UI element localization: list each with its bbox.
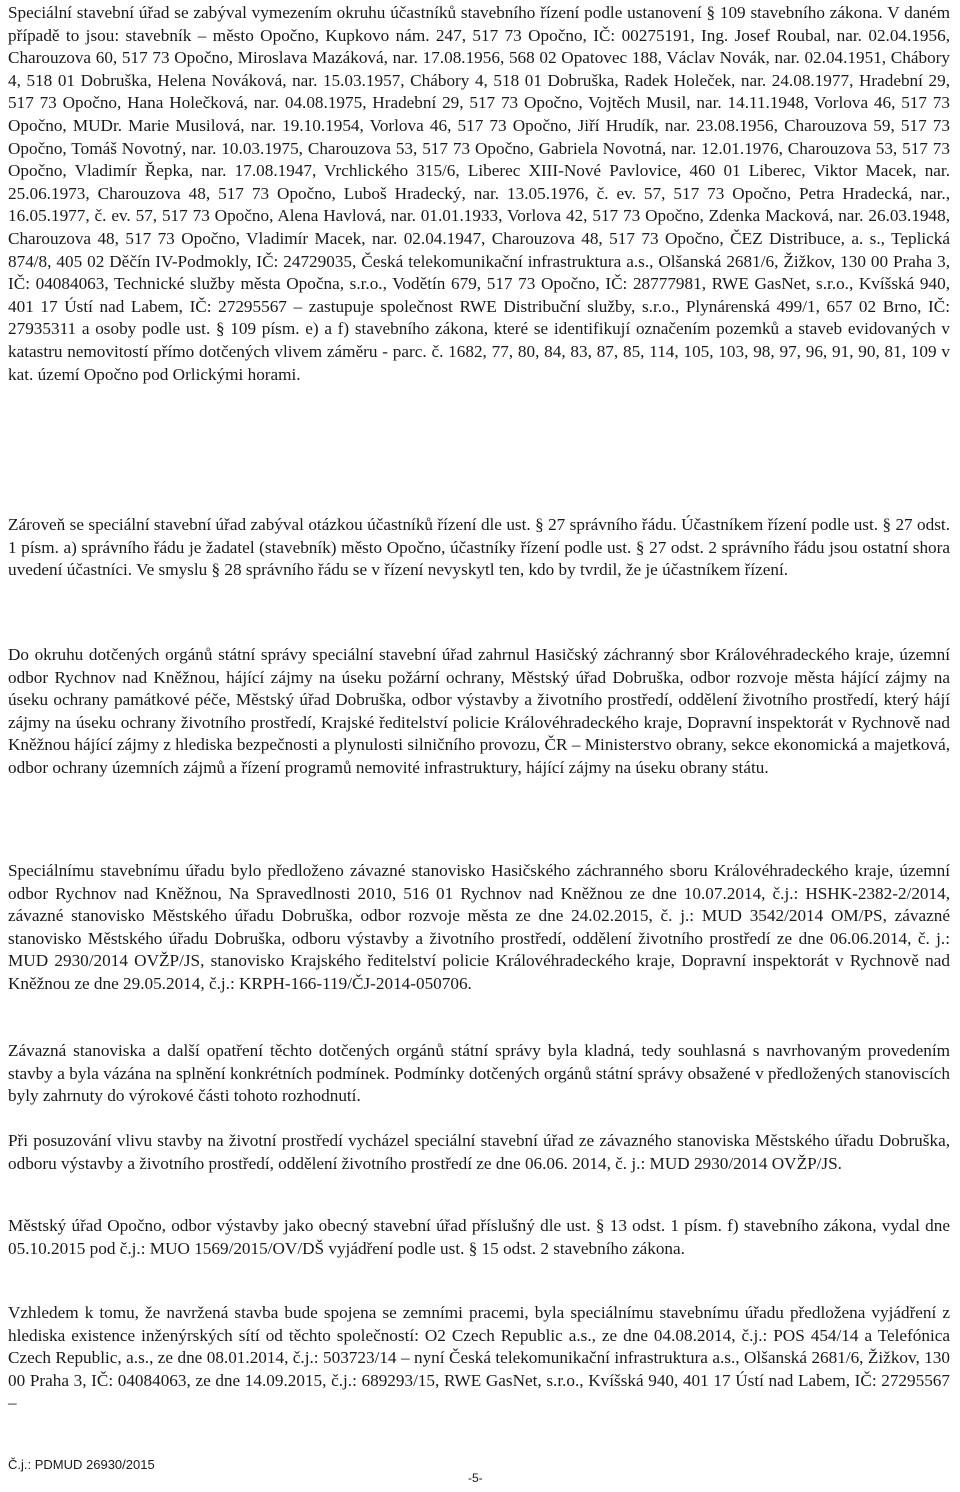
paragraph-utility-networks: Vzhledem k tomu, že navržená stavba bude spojena se zemními pracemi, byla speciálnímu stavebnímu úřadu předložena vyjádření z hlediska existence inženýrských sítí od těchto společností: O2 Czech Republic a.s., ze dne 04.08.2014, č.j.: POS 454/14 a Telefónica Czech Republic, a.s., ze dne 08.01.2014, č.j.: 503723/14 – nyní Česká telekomunikační infrastruktura a.s., Olšanská 2681/6, Žižkov, 130 00 Praha 3, IČ: 04084063, ze dne 14.09.2015, č.j.: 689293/15, RWE GasNet, s.r.o., Kvíšská 940, 401 17 Ústí nad Labem, IČ: 27295567 –	[8, 1303, 950, 1413]
paragraph-administrative-participants: Zároveň se speciální stavební úřad zabýval otázkou účastníků řízení dle ust. § 27 správního řádu. Účastníkem řízení podle ust. § 27 odst. 1 písm. a) správního řádu je žadatel (stavebník) město Opočno, účastníky řízení podle ust. § 27 odst. 2 správního řádu jsou ostatní shora uvedení účastníci. Ve smyslu § 28 správního řádu se v řízení nevyskytl ten, kdo by tvrdil, že je účastníkem řízení.	[8, 515, 950, 580]
paragraph-opinions-conditions: Závazná stanoviska a další opatření těchto dotčených orgánů státní správy byla kladná, tedy souhlasná s navrhovaným provedením stavby a byla vázána na splnění konkrétních podmínek. Podmínky dotčených orgánů státní správy obsažené v předložených stanoviscích byly zahrnuty do výrokové části tohoto rozhodnutí.	[8, 1041, 950, 1106]
document-reference-number: Č.j.: PDMUD 26930/2015	[8, 1457, 155, 1472]
paragraph-affected-authorities: Do okruhu dotčených orgánů státní správy speciální stavební úřad zahrnul Hasičský záchranný sbor Královéhradeckého kraje, územní odbor Rychnov nad Kněžnou, hájící zájmy na úseku požární ochrany, Městský úřad Dobruška, odbor rozvoje města hájící zájmy na úseku ochrany památkové péče, Městský úřad Dobruška, odbor výstavby a životního prostředí, oddělení životního prostředí, který hájí zájmy na úseku ochrany životního prostředí, Krajské ředitelství policie Královéhradeckého kraje, Dopravní inspektorát v Rychnově nad Kněžnou hájící zájmy z hlediska bezpečnosti a plynulosti silničního provozu, ČR – Ministerstvo obrany, sekce ekonomická a majetková, odbor ochrany územních zájmů a řízení programů nemovité infrastruktury, hájící zájmy na úseku obrany státu.	[8, 645, 950, 777]
paragraph-participants: Speciální stavební úřad se zabýval vymezením okruhu účastníků stavebního řízení podle ustanovení § 109 stavebního zákona. V daném případě to jsou: stavebník – město Opočno, Kupkovo nám. 247, 517 73 Opočno, IČ: 00275191, Ing. Josef Roubal, nar. 02.04.1956, Charouzova 60, 517 73 Opočno, Miroslava Mazáková, nar. 17.08.1956, 568 02 Opatovec 188, Václav Novák, nar. 02.04.1951, Chábory 4, 518 01 Dobruška, Helena Nováková, nar. 15.03.1957, Chábory 4, 518 01 Dobruška, Radek Holeček, nar. 24.08.1977, Hradební 29, 517 73 Opočno, Hana Holečková, nar. 04.08.1975, Hradební 29, 517 73 Opočno, Vojtěch Musil, nar. 14.11.1948, Vorlova 46, 517 73 Opočno, MUDr. Marie Musilová, nar. 19.10.1954, Vorlova 46, 517 73 Opočno, Jiří Hrudík, nar. 23.08.1956, Charouzova 59, 517 73 Opočno, Tomáš Novotný, nar. 10.03.1975, Charouzova 53, 517 73 Opočno, Gabriela Novotná, nar. 12.01.1976, Charouzova 53, 517 73 Opočno, Vladimír Řepka, nar. 17.08.1947, Vrchlického 315/6, Liberec XIII-Nové Pavlovice, 460 01 Liberec, Viktor Macek, nar. 25.06.1973, Charouzova 48, 517 73 Opočno, Luboš Hradecký, nar. 13.05.1976, č. ev. 57, 517 73 Opočno, Petra Hradecká, nar., 16.05.1977, č. ev. 57, 517 73 Opočno, Alena Havlová, nar. 01.01.1933, Vorlova 42, 517 73 Opočno, Zdenka Macková, nar. 26.03.1948, Charouzova 48, 517 73 Opočno, Vladimír Macek, nar. 02.04.1947, Charouzova 48, 517 73 Opočno, ČEZ Distribuce, a. s., Teplická 874/8, 405 02 Děčín IV-Podmokly, IČ: 24729035, Česká telekomunikační infrastruktura a.s., Olšanská 2681/6, Žižkov, 130 00 Praha 3, IČ: 04084063, Technické služby města Opočna, s.r.o., Vodětín 679, 517 73 Opočno, IČ: 28777981, RWE GasNet, s.r.o., Kvíšská 940, 401 17 Ústí nad Labem, IČ: 27295567 – zastupuje společnost RWE Distribuční služby, s.r.o., Plynárenská 499/1, 657 02 Brno, IČ: 27935311 a osoby podle ust. § 109 písm. e) a f) stavebního zákona, které se identifikují označením pozemků a staveb evidovaných v katastru nemovitostí přímo dotčených vlivem záměru - parc. č. 1682, 77, 80, 84, 83, 87, 85, 114, 105, 103, 98, 97, 96, 91, 90, 81, 109 v kat. území Opočno pod Orlickými horami.	[8, 3, 950, 384]
paragraph-building-office-statement: Městský úřad Opočno, odbor výstavby jako obecný stavební úřad příslušný dle ust. § 13 odst. 1 písm. f) stavebního zákona, vydal dne 05.10.2015 pod č.j.: MUO 1569/2015/OV/DŠ vyjádření podle ust. § 15 odst. 2 stavebního zákona.	[8, 1216, 950, 1258]
paragraph-environment-assessment: Při posuzování vlivu stavby na životní prostředí vycházel speciální stavební úřad ze závazného stanoviska Městského úřadu Dobruška, odboru výstavby a životního prostředí, oddělení životního prostředí ze dne 06.06. 2014, č. j.: MUD 2930/2014 OVŽP/JS.	[8, 1131, 950, 1173]
page-number: -5-	[468, 1471, 483, 1485]
paragraph-binding-opinions: Speciálnímu stavebnímu úřadu bylo předloženo závazné stanovisko Hasičského záchranného sboru Královéhradeckého kraje, územní odbor Rychnov nad Kněžnou, Na Spravedlnosti 2010, 516 01 Rychnov nad Kněžnou ze dne 10.07.2014, č.j.: HSHK-2382-2/2014, závazné stanovisko Městského úřadu Dobruška, odbor rozvoje města ze dne 24.02.2015, č. j.: MUD 3542/2014 OM/PS, závazné stanovisko Městského úřadu Dobruška, odboru výstavby a životního prostředí, oddělení životního prostředí ze dne 06.06.2014, č. j.: MUD 2930/2014 OVŽP/JS, stanovisko Krajského ředitelství policie Královéhradeckého kraje, Dopravní inspektorát v Rychnově nad Kněžnou ze dne 29.05.2014, č.j.: KRPH-166-119/ČJ-2014-050706.	[8, 861, 950, 993]
